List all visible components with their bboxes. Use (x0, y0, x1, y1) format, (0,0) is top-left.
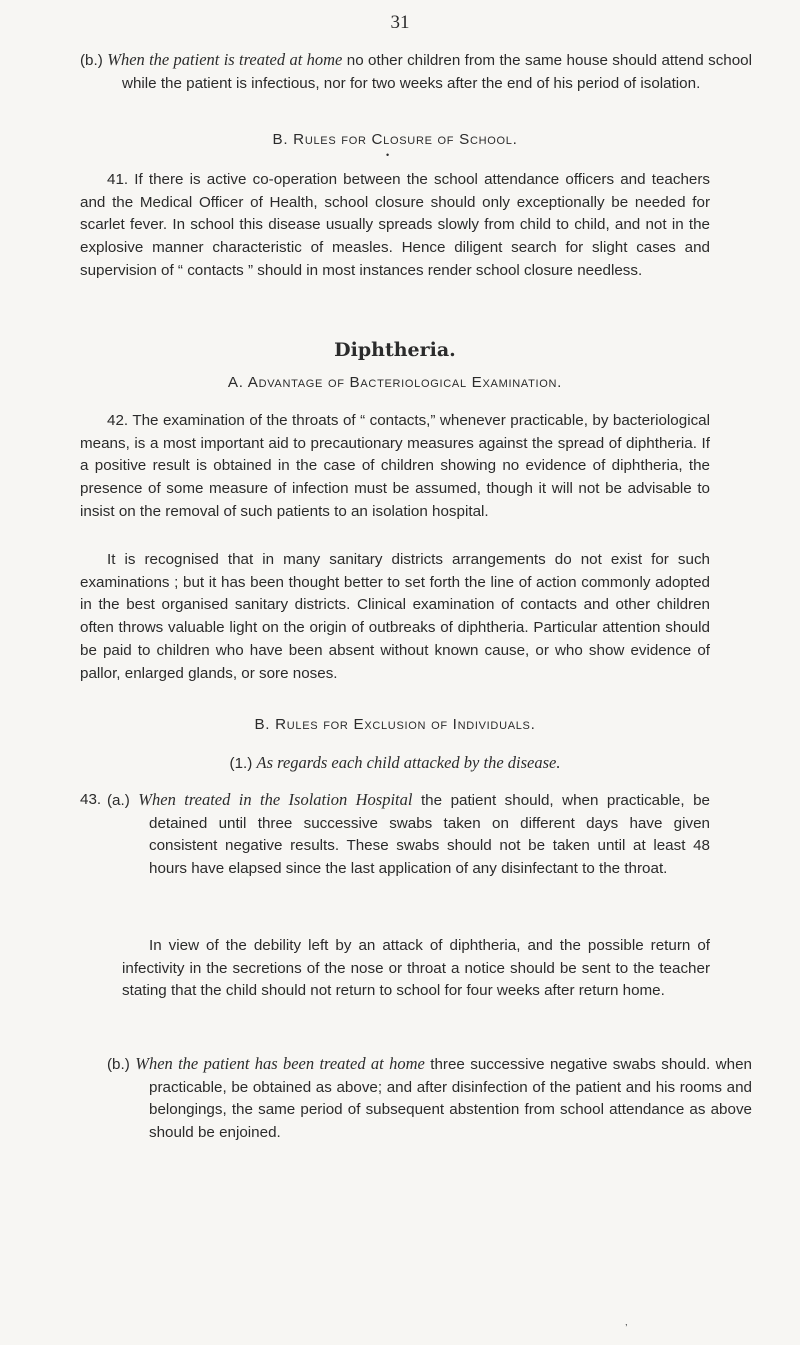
paragraph-text: The examination of the throats of “ contacts,” whenever practicable, by bacteriological means, is a most important aid to precautionary measures against the spread of diphtheria. If a positive result is obtained in the case of children showing no evidence of diphtheria, the presence of some measure of infection must be assumed, though it will not be advisable to insist on the removal of such patients to an isolation hospital. (80, 412, 710, 520)
italic-phrase: When the patient has been treated at home (135, 1054, 425, 1073)
subheading-label: (1.) (229, 755, 253, 772)
subheading-text: As regards each child attacked by the disease. (256, 753, 561, 772)
italic-phrase: When the patient is treated at home (107, 50, 343, 69)
heading-exclusion: B. Rules for Exclusion of Individuals. (254, 716, 536, 733)
print-speck: • (386, 150, 390, 160)
paragraph-recognised: It is recognised that in many sanitary districts arrangements do not exist for such examinations ; but it has been thought better to set forth the line of action commonly adopted in the best organised sanitary districts. Clinical examination of contacts and other children often throws valuable light on the origin of outbreaks of diphtheria. Particular attention should be paid to children who have been absent without known cause, or who show evidence of pallor, enlarged glands, or sore noses. (80, 551, 710, 682)
heading-diphtheria: Diphtheria. (334, 339, 456, 361)
paragraph-label: (b.) (107, 1056, 130, 1073)
page-number: 31 (390, 12, 410, 33)
paragraph-number: 43. (80, 791, 102, 808)
paragraph-42 (80, 410, 710, 524)
paragraph-label: (a.) (107, 792, 130, 809)
paragraph-43b (107, 1053, 752, 1145)
paragraph-debility: In view of the debility left by an attack of diphtheria, and the possible return of infectivity in the secretions of the nose or throat a notice should be sent to the teacher stating that the child should not return to school for four weeks after return home. (122, 937, 710, 1000)
paragraph-text: the patient should, when practicable, be detained until three successive swabs taken on different days have given consistent negative results. These swabs should not be taken until at least 48 hours have elapsed since the last application of any disinfectant to the throat. (149, 792, 710, 878)
paragraph-b-treated-at-home (80, 49, 752, 95)
paragraph-label: (b.) (80, 52, 103, 69)
paragraph-43a (107, 789, 710, 881)
print-speck: , (625, 1317, 628, 1327)
paragraph-43 (80, 789, 710, 881)
paragraph-number: 41. (107, 171, 129, 188)
paragraph-text: no other children from the same house should attend school while the patient is infectious, nor for two weeks after the end of his period of isolation. (122, 52, 752, 92)
paragraph-text: three successive negative swabs should. when practicable, be obtained as above; and after disinfection of the patient and his rooms and belongings, the same period of subsequent abstention from school attendance as above should be enjoined. (149, 1056, 752, 1142)
heading-advantage: A. Advantage of Bacteriological Examination. (227, 374, 563, 391)
paragraph-number: 42. (107, 412, 129, 429)
heading-rules-closure: B. Rules for Closure of School. (272, 131, 518, 148)
subheading-regards-each-child (80, 752, 710, 776)
paragraph-41 (80, 169, 710, 283)
italic-phrase: When treated in the Isolation Hospital (138, 790, 413, 809)
paragraph-text: If there is active co-operation between the school attendance officers and teachers and the Medical Officer of Health, school closure should only exceptionally be needed for scarlet fever. In school this disease usually spreads slowly from child to child, and not in the explosive manner characteristic of measles. Hence diligent search for slight cases and supervision of “ contacts ” should in most instances render school closure needless. (80, 171, 710, 279)
